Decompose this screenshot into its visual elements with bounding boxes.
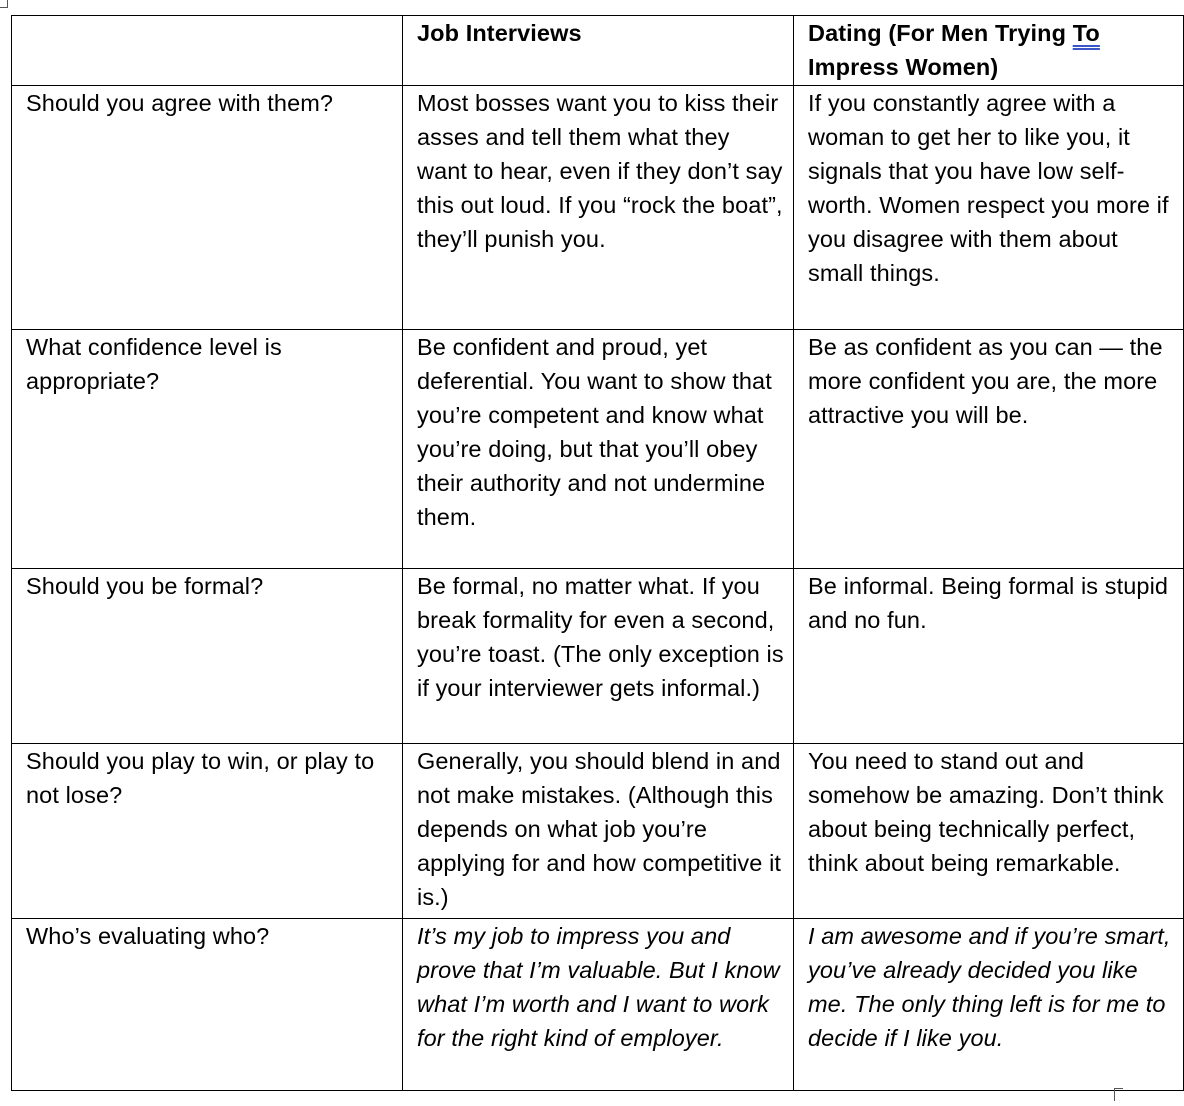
question-cell: What confidence level is appropriate? [12,330,403,569]
question-cell: Who’s evaluating who? [12,919,403,1091]
question-cell: Should you be formal? [12,569,403,744]
table-row [12,330,1184,569]
job-interviews-cell: It’s my job to impress you and prove that I’m valuable. But I know what I’m worth and I want to work for the right kind of employer. [403,919,794,1091]
job-interviews-cell: Most bosses want you to kiss their asses and tell them what they want to hear, even if they don’t say this out loud. If you “rock the boat”, they’ll punish you. [403,86,794,330]
page-corner-mark-bottom [1114,1088,1123,1101]
job-interviews-cell: Be formal, no matter what. If you break formality for even a second, you’re toast. (The only exception is if your interviewer gets informal.) [403,569,794,744]
job-interviews-cell: Be confident and proud, yet deferential. You want to show that you’re competent and know what you’re doing, but that you’ll obey their authority and not undermine them. [403,330,794,569]
dating-cell: Be informal. Being formal is stupid and no fun. [794,569,1184,744]
question-cell: Should you play to win, or play to not lose? [12,744,403,919]
header-dating [794,16,1184,86]
dating-cell: Be as confident as you can — the more confident you are, the more attractive you will be. [794,330,1184,569]
table-row [12,919,1184,1091]
job-interviews-cell: Generally, you should blend in and not make mistakes. (Although this depends on what job you’re applying for and how competitive it is.) [403,744,794,919]
header-dating-underlined: To [1072,20,1100,46]
header-job-interviews: Job Interviews [403,16,794,86]
page-corner-mark [0,0,8,8]
comparison-table [11,15,1184,1091]
header-corner-cell [12,16,403,86]
table-row [12,744,1184,919]
dating-cell: I am awesome and if you’re smart, you’ve already decided you like me. The only thing left is for me to decide if I like you. [794,919,1184,1091]
header-dating-suffix: Impress Women) [808,54,999,80]
dating-cell: You need to stand out and somehow be amazing. Don’t think about being technically perfect, think about being remarkable. [794,744,1184,919]
table-row [12,86,1184,330]
header-dating-prefix: Dating (For Men Trying [808,20,1073,46]
dating-cell: If you constantly agree with a woman to get her to like you, it signals that you have low self-worth. Women respect you more if you disagree with them about small things. [794,86,1184,330]
table-row [12,569,1184,744]
table-header-row [12,16,1184,86]
question-cell: Should you agree with them? [12,86,403,330]
